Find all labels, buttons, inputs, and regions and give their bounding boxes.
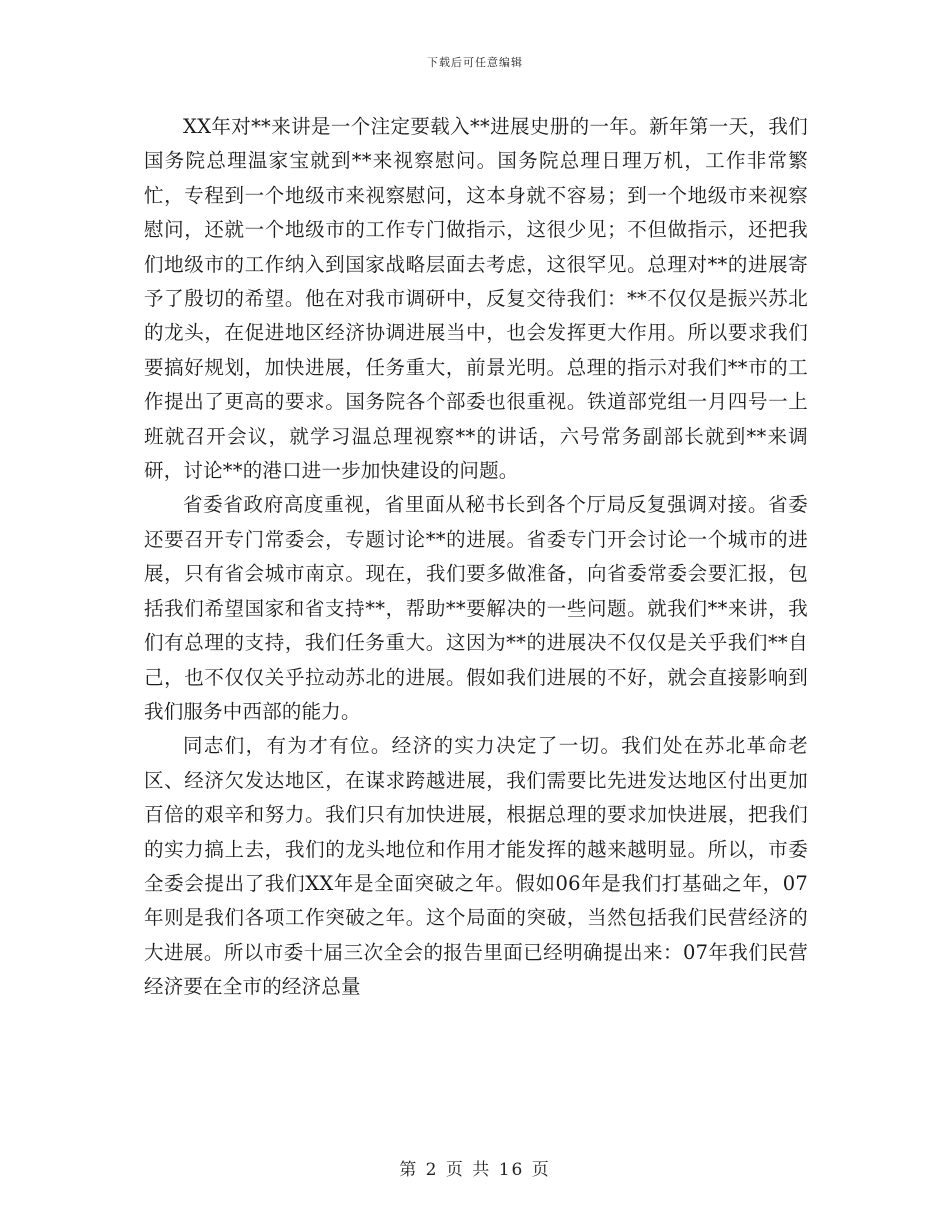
- page-footer: [0, 1155, 950, 1180]
- page-header: 下载后可任意编辑: [427, 56, 523, 69]
- paragraph-3: 同志们，有为才有位。经济的实力决定了一切。我们处在苏北革命老区、经济欠发达地区，在谋求跨越进展，我们需要比先进发达地区付出更加百倍的艰辛和努力。我们只有加快进展，根据总理的要求加快进展，把我们的实力搞上去，我们的龙头地位和作用才能发挥的越来越明显。所以，市委全委会提出了我们XX年是全面突破之年。假如06年是我们打基础之年，07年则是我们各项工作突破之年。这个局面的突破，当然包括我们民营经济的大进展。所以市委十届三次全会的报告里面已经明确提出来：07年我们民营经济要在全市的经济总量: [144, 734, 808, 999]
- document-body: [144, 110, 808, 1005]
- page-number-label: 第 2 页 共 16 页: [399, 1160, 551, 1180]
- paragraph-1: XX年对**来讲是一个注定要载入**进展史册的一年。新年第一天，我们国务院总理温家宝就到**来视察慰问。国务院总理日理万机，工作非常繁忙，专程到一个地级市来视察慰问，这本身就不容易；到一个地级市来视察慰问，还就一个地级市的工作专门做指示，这很少见；不但做指示，还把我们地级市的工作纳入到国家战略层面去考虑，这很罕见。总理对**的进展寄予了殷切的希望。他在对我市调研中，反复交待我们：**不仅仅是振兴苏北的龙头，在促进地区经济协调进展当中，也会发挥更大作用。所以要求我们要搞好规划，加快进展，任务重大，前景光明。总理的指示对我们**市的工作提出了更高的要求。国务院各个部委也很重视。铁道部党组一月四号一上班就召开会议，就学习温总理视察**的讲话，六号常务副部长就到**来调研，讨论**的港口进一步加快建设的问题。: [144, 115, 808, 483]
- paragraph-2: 省委省政府高度重视，省里面从秘书长到各个厅局反复强调对接。省委还要召开专门常委会，专题讨论**的进展。省委专门开会讨论一个城市的进展，只有省会城市南京。现在，我们要多做准备，向省委常委会要汇报，包括我们希望国家和省支持**，帮助**要解决的一些问题。就我们**来讲，我们有总理的支持，我们任务重大。这因为**的进展决不仅仅是关乎我们**自己，也不仅仅关乎拉动苏北的进展。假如我们进展的不好，就会直接影响到我们服务中西部的能力。: [144, 493, 808, 723]
